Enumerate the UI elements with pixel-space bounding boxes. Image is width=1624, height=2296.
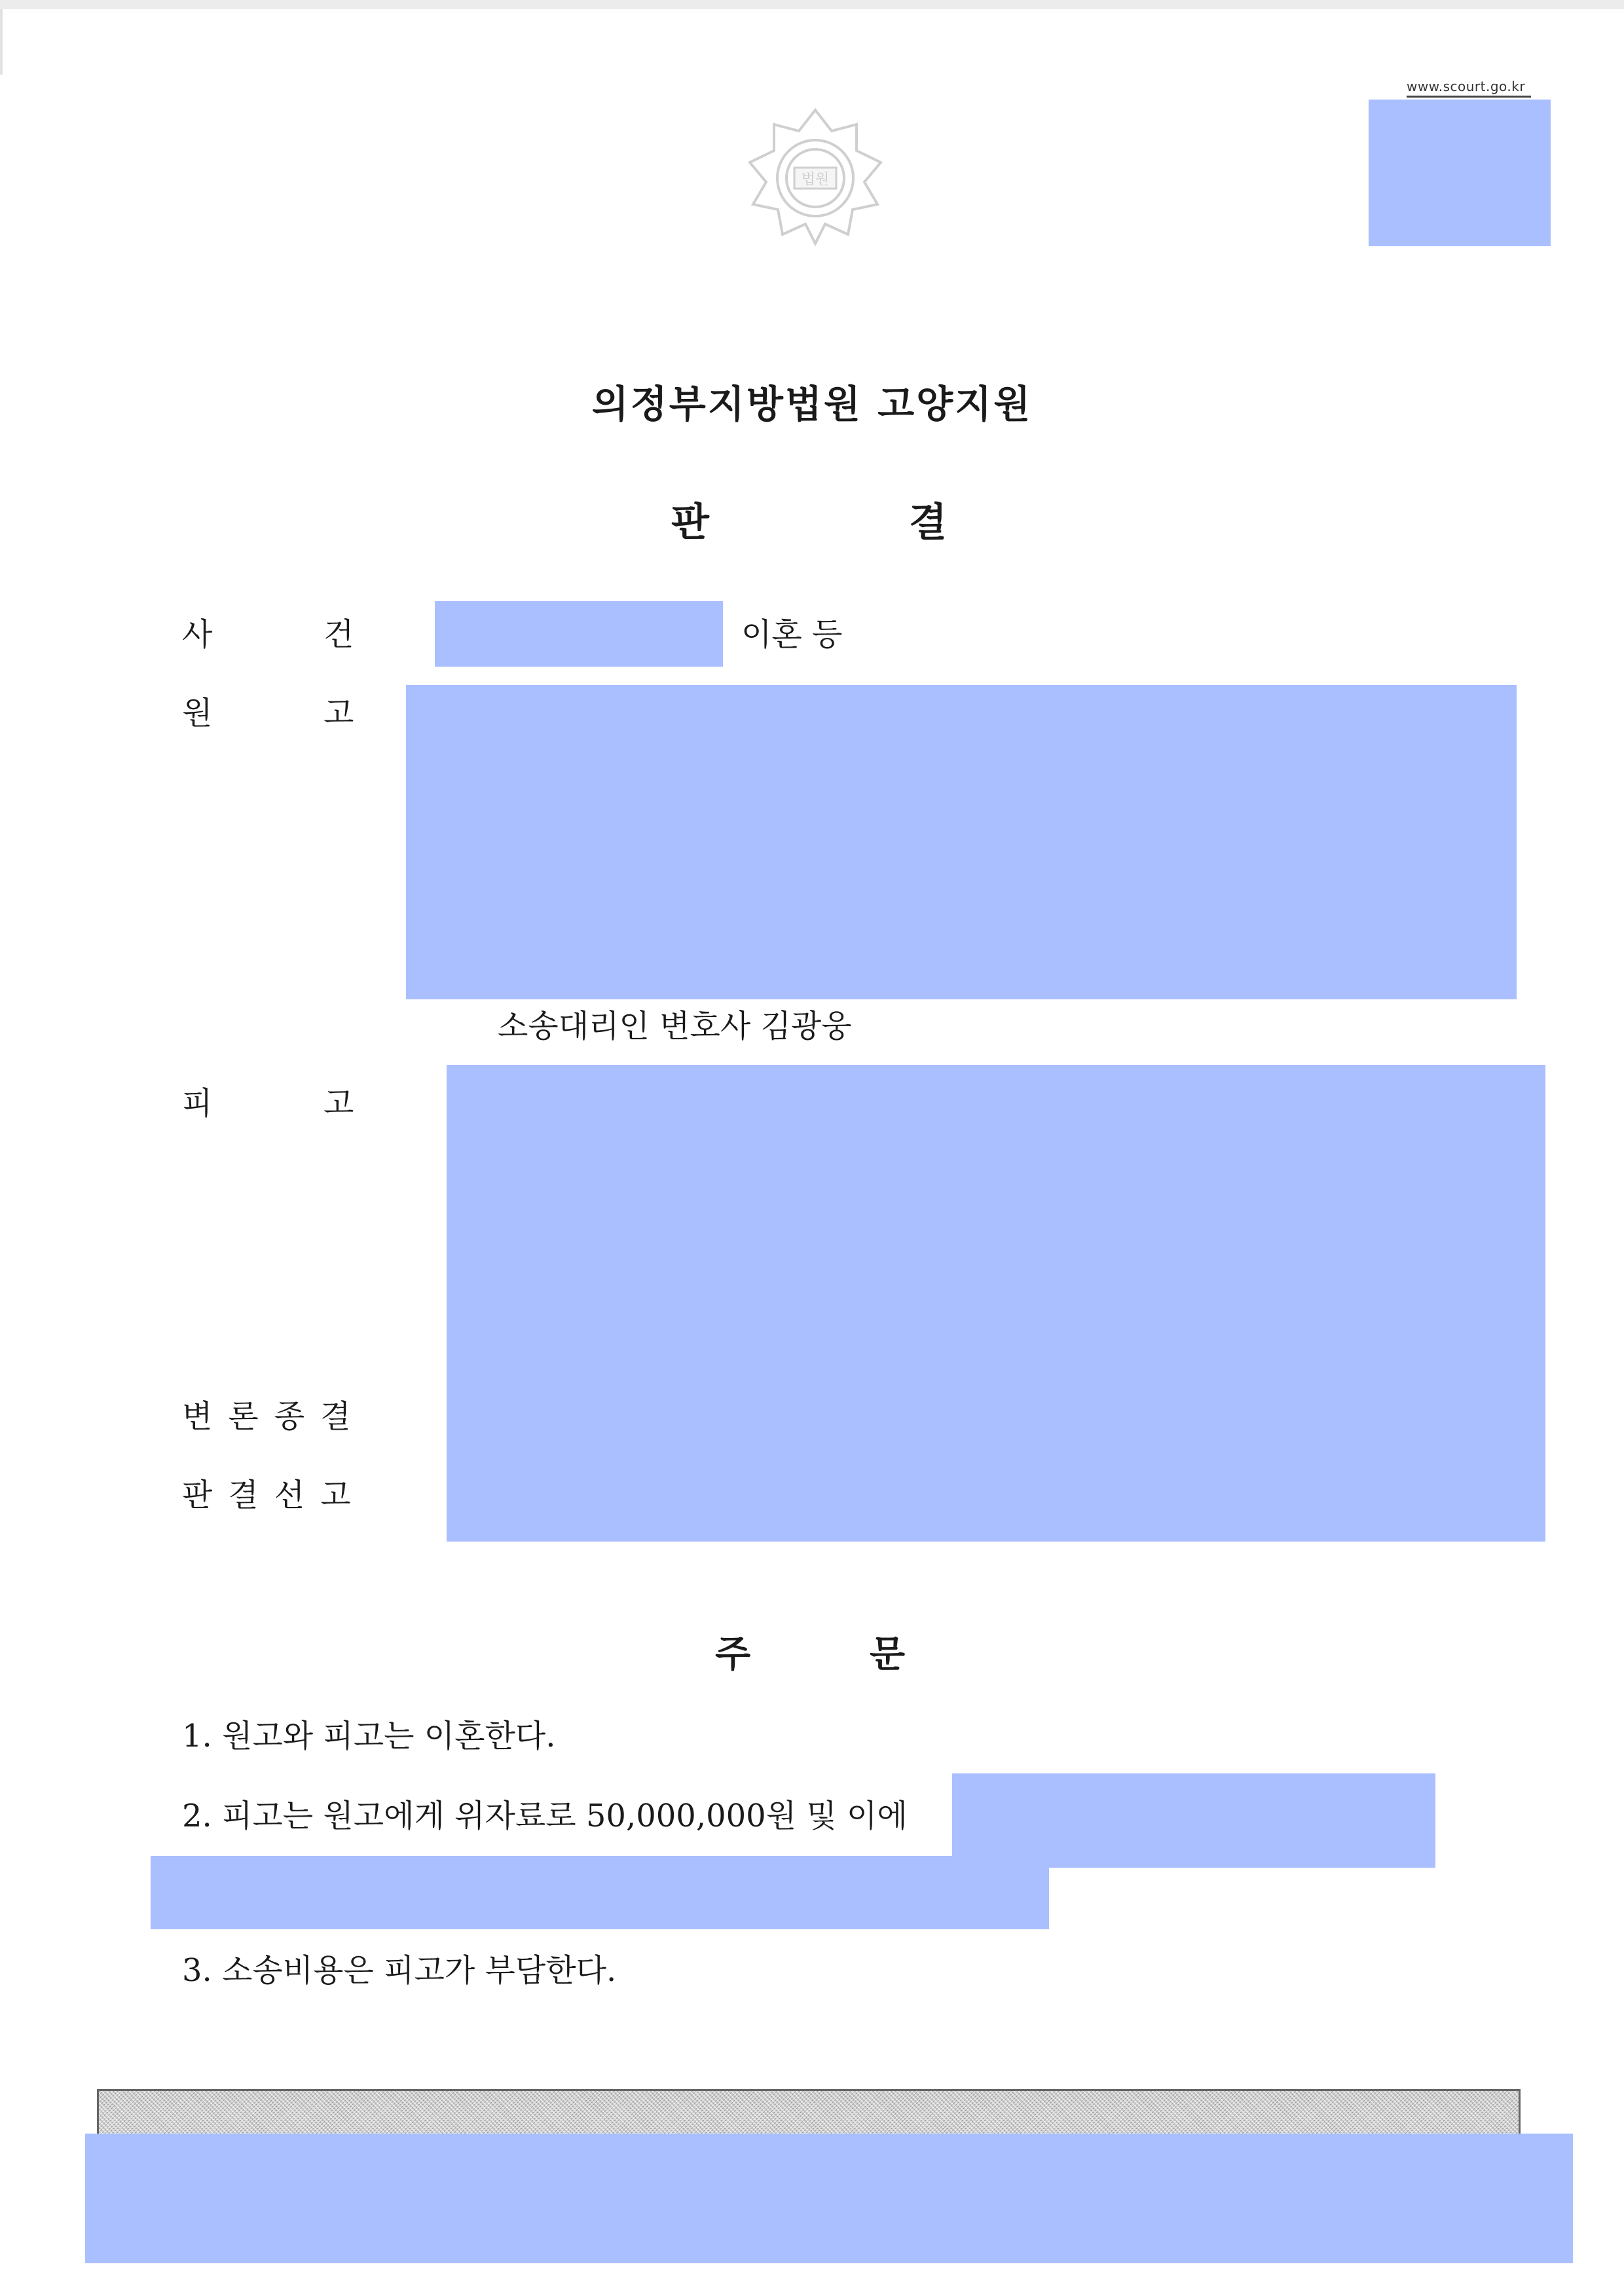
- redaction-case-number: [435, 601, 723, 667]
- court-website-url: www.scourt.go.kr: [1407, 79, 1526, 94]
- order-item-1: 1. 원고와 피고는 이혼한다.: [182, 1718, 556, 1754]
- redaction-footer: [85, 2134, 1573, 2263]
- page-top-edge: [0, 0, 1624, 9]
- case-label-2: 건: [323, 616, 354, 653]
- redaction-order-item-2-tail: [952, 1773, 1435, 1868]
- redaction-defendant-info: [447, 1065, 1545, 1542]
- document-title-right: 결: [909, 500, 947, 546]
- emblem-text: 법원: [801, 172, 830, 188]
- redaction-plaintiff-info: [406, 685, 1517, 999]
- plaintiff-label-2: 고: [323, 695, 354, 731]
- defendant-label-1: 피: [182, 1085, 213, 1122]
- court-name: 의정부지방법원 고양지원: [591, 382, 1033, 426]
- case-label-1: 사: [182, 616, 213, 653]
- plaintiff-label-1: 원: [182, 695, 213, 731]
- url-underline: [1407, 96, 1531, 98]
- redaction-order-item-2-line: [151, 1856, 1049, 1929]
- defendant-label-2: 고: [323, 1085, 354, 1122]
- order-item-2: 2. 피고는 원고에게 위자료로 50,000,000원 및 이에: [182, 1798, 908, 1834]
- page-left-edge: [0, 9, 3, 75]
- scanned-noise-box: [97, 2089, 1521, 2138]
- document-title-left: 판: [671, 500, 709, 546]
- order-item-3: 3. 소송비용은 피고가 부담한다.: [182, 1952, 617, 1989]
- plaintiff-counsel: 소송대리인 변호사 김광웅: [498, 1008, 852, 1045]
- closing-date-label: 변론종결: [182, 1398, 367, 1435]
- verdict-date-label: 판결선고: [182, 1477, 367, 1513]
- order-heading-left: 주: [715, 1633, 751, 1676]
- order-heading-right: 문: [870, 1633, 906, 1676]
- redaction-top-right: [1369, 100, 1551, 246]
- case-type: 이혼 등: [741, 616, 843, 653]
- court-emblem-icon: [740, 105, 891, 249]
